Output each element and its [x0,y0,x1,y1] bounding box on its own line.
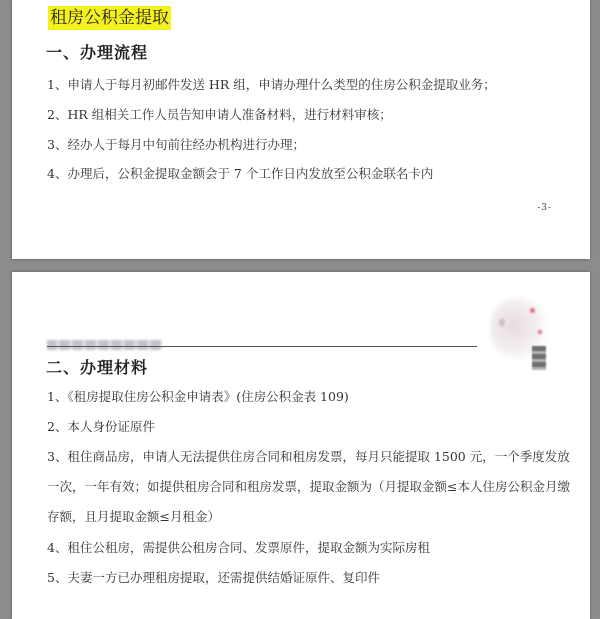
material-item: 3、租住商品房，申请人无法提供住房合同和租房发票，每月只能提取 1500 元，一个季度发放一次，一年有效；如提供租房合同和租房发票，提取金额为（月提取金额≤本人住房公积金月缴存额，且月提取金额≤月租金） [47,449,570,524]
redacted-header-text [47,340,162,350]
redacted-logo-mark [499,318,505,327]
material-item: 2、本人身份证原件 [47,419,155,434]
process-step: 1、申请人于每月初邮件发送 HR 组，申请办理什么类型的住房公积金提取业务； [47,77,496,92]
material-item: 4、租住公租房，需提供公租房合同、发票原件，提取金额为实际房租 [47,540,430,555]
redacted-logo-mark [530,308,535,313]
header-divider [47,346,477,347]
redacted-logo-mark [538,330,542,334]
process-step: 2、HR 组相关工作人员告知申请人准备材料，进行材料审核； [47,107,392,122]
section-heading-materials: 二、办理材料 [46,358,149,377]
process-step: 4、办理后，公积金提取金额会于 7 个工作日内发放至公积金联名卡内 [47,166,434,181]
material-item: 1、《租房提取住房公积金申请表》(住房公积金表 109) [47,389,349,404]
redacted-logo-mark [532,346,546,370]
document-title: 租房公积金提取 [50,8,169,28]
material-item: 5、夫妻一方已办理租房提取，还需提供结婚证原件、复印件 [47,570,380,585]
document-page [12,272,590,619]
page-number: -3- [537,203,552,213]
process-step: 3、经办人于每月中旬前往经办机构进行办理； [47,137,305,152]
document-page [12,0,590,259]
section-heading-process: 一、办理流程 [46,43,149,62]
